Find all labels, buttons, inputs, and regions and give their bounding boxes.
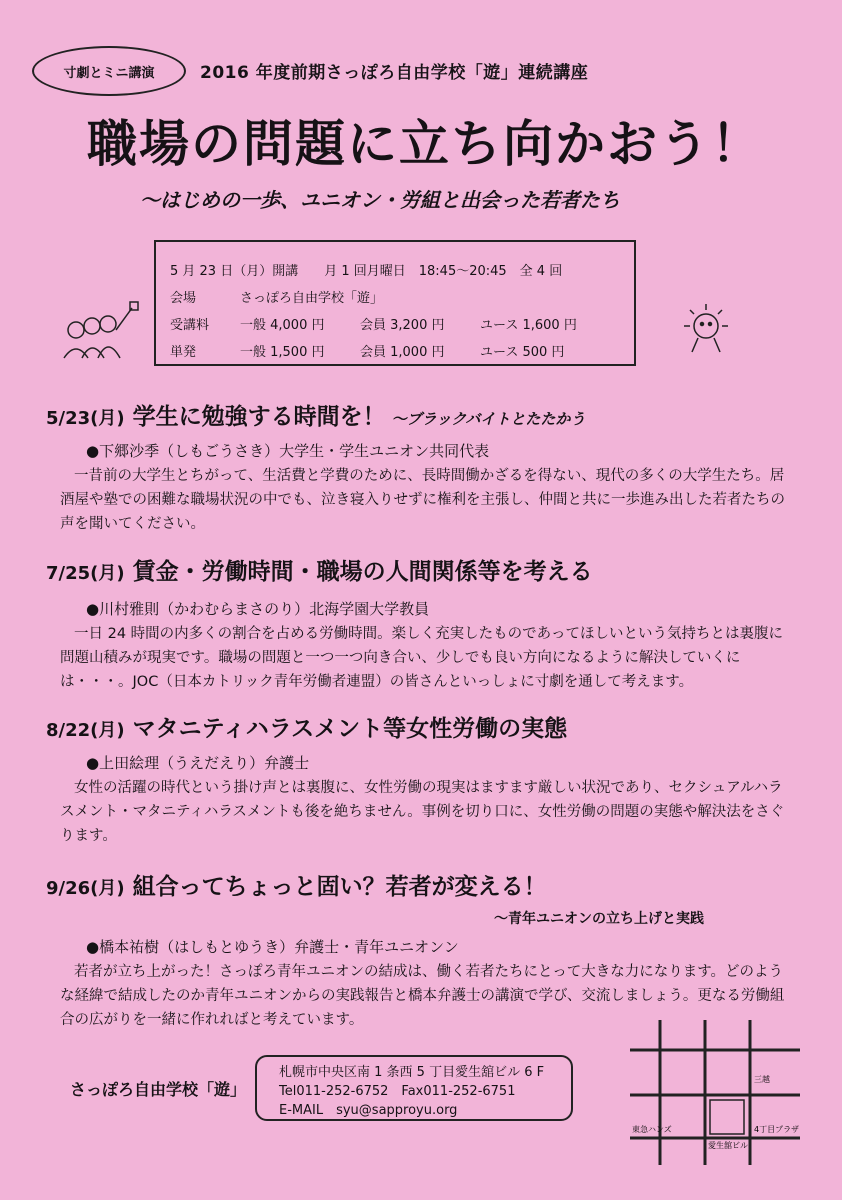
address: 札幌市中央区南 1 条西 5 丁目愛生舘ビル 6 F bbox=[279, 1065, 545, 1080]
organizer-name: さっぽろ自由学校「遊」 bbox=[70, 1080, 247, 1099]
program-badge: 寸劇とミニ講演 bbox=[32, 46, 186, 96]
single-fee-row bbox=[170, 337, 620, 364]
session-2-speaker: ●川村雅則（かわむらまさのり）北海学園大学教員 bbox=[86, 600, 430, 618]
access-map bbox=[630, 1020, 800, 1165]
course-info-box bbox=[154, 240, 636, 366]
schedule-row: 5 月 23 日（月）開講 月 1 回月曜日 18:45～20:45 全 4 回 bbox=[170, 264, 563, 279]
session-date: 9/26(月) bbox=[46, 878, 125, 899]
contact-box bbox=[255, 1055, 573, 1121]
venue-value: さっぽろ自由学校「遊」 bbox=[240, 291, 384, 306]
venue-label: 会場 bbox=[170, 291, 197, 306]
session-1-speaker: ●下郷沙季（しもごうさき）大学生・学生ユニオン共同代表 bbox=[86, 442, 490, 460]
session-3-heading bbox=[46, 710, 567, 743]
page-title: 職場の問題に立ち向かおう！ bbox=[87, 115, 763, 173]
map-label-store: 東急ハンズ bbox=[632, 1125, 672, 1134]
map-label-plaza: 4丁目プラザ bbox=[754, 1125, 800, 1134]
page-subtitle: ～はじめの一歩、ユニオン・労組と出会った若者たち bbox=[140, 188, 620, 212]
email: E-MAIL syu@sapproyu.org bbox=[279, 1103, 458, 1118]
single-member: 会員 1,000 円 bbox=[360, 345, 445, 360]
building-marker-icon bbox=[710, 1100, 744, 1134]
sun-character-icon bbox=[676, 300, 736, 358]
session-2-body: 一日 24 時間の内多くの割合を占める労働時間。楽しく充実したものであってほしいという気持ちとは裏腹に問題山積みが現実です。職場の問題と一つ一つ向き合い、少しでも良い方向になるように解決していくには・・・。JOC（日本カトリック青年労働者連盟）の皆さんといっしょに寸劇を通して考えます。 bbox=[60, 626, 784, 690]
session-3-body: 女性の活躍の時代という掛け声とは裏腹に、女性労働の現実はますます厳しい状況であり、セクシュアルハラスメント・マタニティハラスメントも後を絶ちません。事例を切り口に、女性労働の問題の実態や解決法をさぐります。 bbox=[60, 780, 785, 844]
venue-row bbox=[170, 283, 620, 310]
session-4-body: 若者が立ち上がった！さっぽろ青年ユニオンの結成は、働く若者たちにとって大きな力になります。どのような経緯で結成したのか青年ユニオンからの実践報告と橋本弁護士の講演で学び、交流しましょう。更なる労働組合の広がりを一緒に作れればと考えています。 bbox=[60, 964, 785, 1028]
session-3-speaker: ●上田絵理（うえだえり）弁護士 bbox=[86, 754, 310, 772]
session-title: 学生に勉強する時間を！ bbox=[132, 404, 386, 430]
single-label: 単発 bbox=[170, 345, 197, 360]
fee-youth: ユース 1,600 円 bbox=[480, 318, 577, 333]
map-label-building: 愛生舘ビル bbox=[708, 1141, 748, 1150]
session-date: 7/25(月) bbox=[46, 563, 125, 584]
session-1-body: 一昔前の大学生とちがって、生活費と学費のために、長時間働かざるを得ない、現代の多くの大学生たち。居酒屋や塾での困難な職場状況の中でも、泣き寝入りせずに権利を主張し、仲間と共に一歩進み出した若者たちの声を聞いてください。 bbox=[60, 468, 785, 532]
single-general: 一般 1,500 円 bbox=[240, 345, 325, 360]
fee-member: 会員 3,200 円 bbox=[360, 318, 445, 333]
fee-label: 受講料 bbox=[170, 318, 210, 333]
session-date: 8/22(月) bbox=[46, 720, 125, 741]
session-1-heading bbox=[46, 398, 585, 431]
session-title: マタニティハラスメント等女性労働の実態 bbox=[132, 716, 568, 742]
session-title: 組合ってちょっと固い？若者が変える！ bbox=[132, 874, 547, 900]
session-2-heading bbox=[46, 553, 593, 586]
session-subtitle: ～ブラックバイトとたたかう bbox=[391, 410, 586, 428]
fee-general: 一般 4,000 円 bbox=[240, 318, 325, 333]
fee-row bbox=[170, 310, 620, 337]
map-label-sanko: 三越 bbox=[754, 1075, 770, 1084]
session-date: 5/23(月) bbox=[46, 408, 125, 429]
session-4-heading bbox=[46, 868, 547, 901]
single-youth: ユース 500 円 bbox=[480, 345, 565, 360]
session-4-speaker: ●橋本祐樹（はしもとゆうき）弁護士・青年ユニオンン bbox=[86, 938, 459, 956]
phone-fax: Tel011-252-6752 Fax011-252-6751 bbox=[279, 1084, 516, 1099]
people-illustration-icon bbox=[54, 300, 144, 360]
session-title: 賃金・労働時間・職場の人間関係等を考える bbox=[132, 559, 593, 585]
series-heading: 2016 年度前期さっぽろ自由学校「遊」連続講座 bbox=[200, 63, 589, 83]
session-4-subtitle: ～青年ユニオンの立ち上げと実践 bbox=[494, 911, 704, 927]
